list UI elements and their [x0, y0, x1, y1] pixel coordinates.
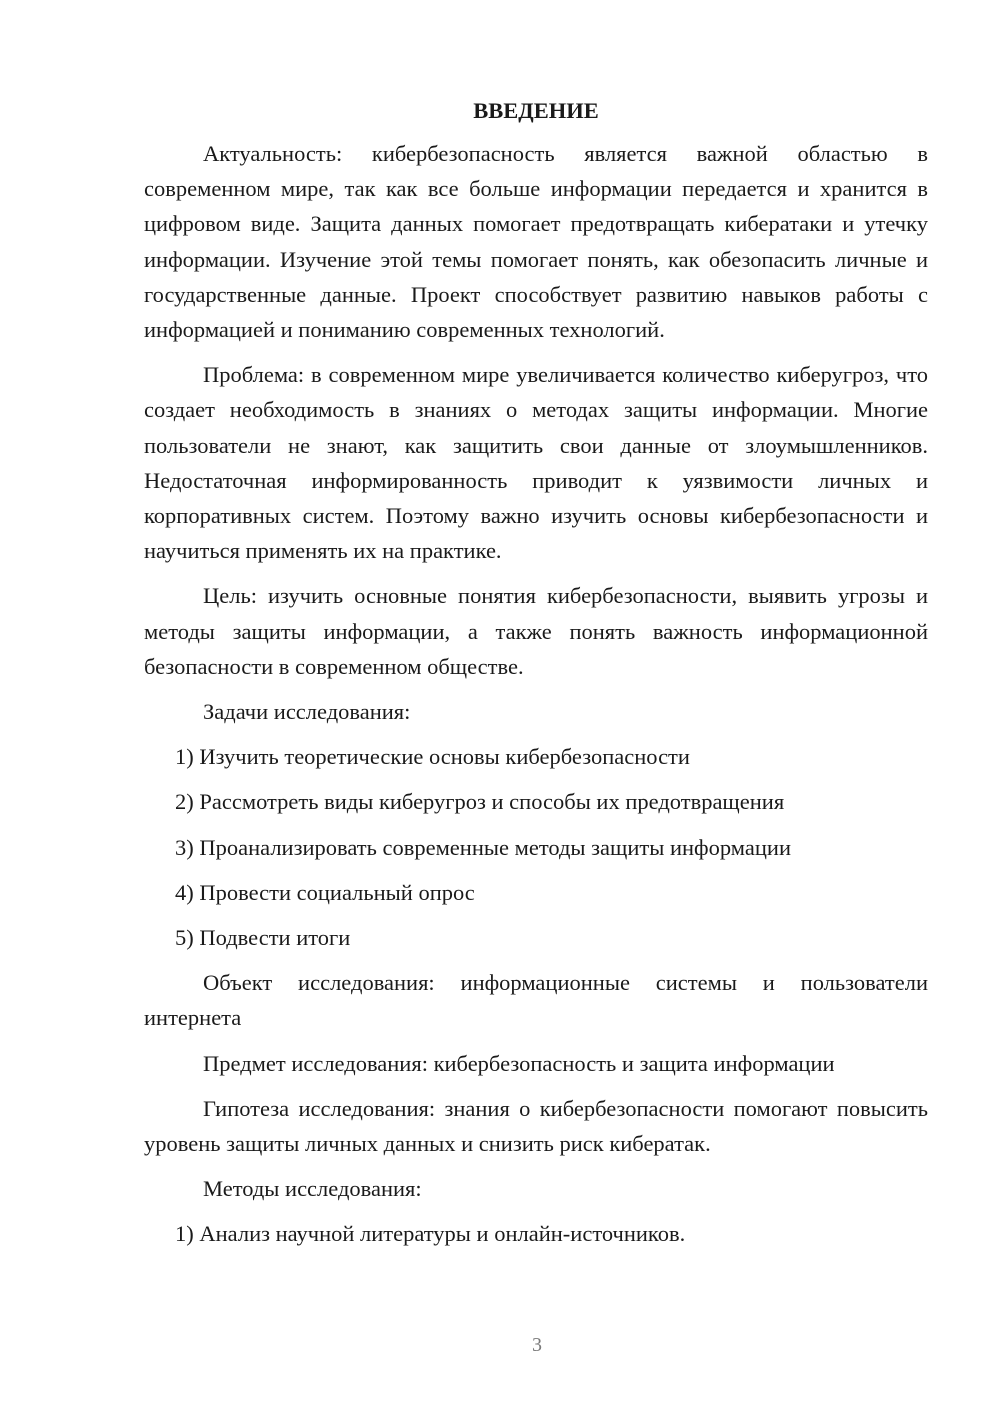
- methods-heading: Методы исследования:: [203, 1176, 422, 1202]
- object-paragraph: Объект исследования: информационные системы и пользователи интернета: [144, 970, 928, 1031]
- problem-paragraph: Проблема: в современном мире увеличивается количество киберугроз, что создает необходимость в знаниях о методах защиты информации. Многие пользователи не знают, как защитить свои данные от злоумышленников. Недостаточная информированность приводит к уязвимости личных и корпоративных систем. Поэтому важно изучить основы кибербезопасности и научиться применять их на практике.: [144, 362, 928, 564]
- subject-paragraph: Предмет исследования: кибербезопасность и защита информации: [203, 1050, 835, 1076]
- section-title: ВВЕДЕНИЕ: [473, 98, 599, 123]
- page-number: 3: [532, 1334, 542, 1356]
- task-item: 2) Рассмотреть виды киберугроз и способы их предотвращения: [175, 789, 785, 815]
- relevance-paragraph: Актуальность: кибербезопасность является важной областью в современном мире, так как все больше информации передается и хранится в цифровом виде. Защита данных помогает предотвращать кибератаки и утечку информации. Изучение этой темы помогает понять, как обезопасить личные и государственные данные. Проект способствует развитию навыков работы с информацией и пониманию современных технологий.: [144, 141, 928, 343]
- hypothesis-paragraph: Гипотеза исследования: знания о кибербезопасности помогают повысить уровень защиты личных данных и снизить риск кибератак.: [144, 1095, 928, 1157]
- method-item: 1) Анализ научной литературы и онлайн-источников.: [175, 1221, 686, 1247]
- tasks-heading: Задачи исследования:: [203, 699, 411, 725]
- task-item: 1) Изучить теоретические основы кибербезопасности: [175, 744, 690, 770]
- task-item: 3) Проанализировать современные методы защиты информации: [175, 834, 791, 860]
- task-item: 5) Подвести итоги: [175, 925, 351, 951]
- task-item: 4) Провести социальный опрос: [175, 879, 475, 905]
- goal-paragraph: Цель: изучить основные понятия кибербезопасности, выявить угрозы и методы защиты информации, а также понять важность информационной безопасности в современном обществе.: [144, 583, 928, 679]
- page-content: [144, 96, 928, 1262]
